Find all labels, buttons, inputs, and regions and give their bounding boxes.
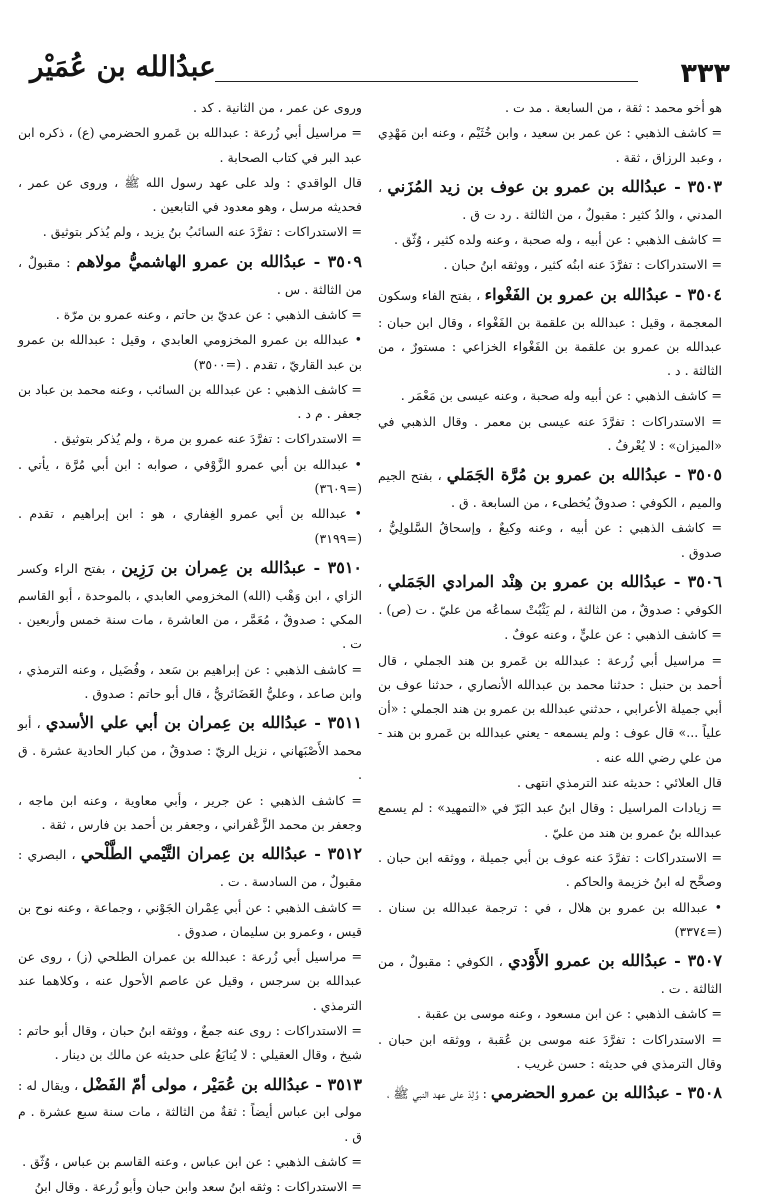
entry-paragraph xyxy=(378,280,722,384)
entry-paragraph xyxy=(18,839,362,894)
entry-text: = كاشف الذهبي : عن أبي عِمْران الجَوْني ، وجماعة ، وعنه نوح بن قيس ، وعمرو بن سليمان ، صدوق . xyxy=(18,899,362,939)
entry-text: = كاشف الذهبي : عن ابن عباس ، وعنه القاسم بن عباس ، وُثّق . xyxy=(22,1154,362,1170)
note-paragraph xyxy=(18,378,362,427)
entry-heading: ٣٥٠٨ - عبدُالله بن عمرو الحضرمي xyxy=(490,1083,722,1103)
note-paragraph xyxy=(18,427,362,451)
note-paragraph xyxy=(18,1175,362,1199)
entry-paragraph xyxy=(378,946,722,1001)
entry-text: : مقبولٌ ، من الثالثة . س . xyxy=(18,254,362,297)
note-paragraph xyxy=(18,328,362,377)
running-title: عبدُالله بن عُمَيْر xyxy=(30,50,216,83)
entry-text: = الاستدراكات : تفرَّدَ عنه موسى بن عُقبة ، ووثقه ابن حبان . وقال الترمذي في حديثه : حسن غريب . xyxy=(378,1031,722,1071)
note-paragraph xyxy=(18,453,362,502)
entry-text: = كاشف الذهبي : عن ابن مسعود ، وعنه موسى بن عقبة . xyxy=(416,1006,722,1022)
entry-text: قال العلائي : حديثه عند الترمذي انتهى . xyxy=(517,775,722,791)
note-paragraph xyxy=(18,502,362,551)
entry-text: ، ويقال له : مولى ابن عباس أيضاً : ثقةٌ من الثالثة ، مات سنة سبع عشرة . م ق . xyxy=(18,1077,362,1144)
entry-heading: ٣٥١١ - عبدُالله بن عِمران بن أبي علي الأسدي xyxy=(45,713,362,733)
note-paragraph xyxy=(18,789,362,838)
entry-heading: ٣٥٠٥ - عبدُالله بن عمرو بن مُرَّة الجَمَلي xyxy=(446,465,722,485)
page-number: ٣٣٣ xyxy=(680,58,730,89)
entry-text: = مراسيل أبي زُرعة : عبدالله بن عَمرو بن هند الجملي ، قال أحمد بن حنبل : حدثنا محمد بن عبدالله الأنصاري ، حدثنا عوف بن أبي جميلة الأعرابي ، حدثني عبدالله بن عمرو بن هند الجملي : «أن علياً ...» قال عوف : ولم يسمعه - يعني عبدالله بن عَمرو بن هند - من علي رضي الله عنه . xyxy=(378,652,722,765)
entry-text: هو أخو محمد : ثقة ، من السابعة . مد ت . xyxy=(505,100,722,115)
note-paragraph xyxy=(378,771,722,795)
note-paragraph xyxy=(378,384,722,408)
entry-heading: ٣٥١٠ - عبدُالله بن عِمران بن رَزِين xyxy=(121,557,362,577)
note-paragraph xyxy=(18,303,362,327)
note-paragraph xyxy=(378,1002,722,1026)
note-paragraph xyxy=(378,410,722,459)
header-rule xyxy=(215,81,638,82)
entry-text: = زيادات المراسيل : وقال ابنُ عبد البَرّ في «التمهيد» : لم يسمع عبدالله بنُ عمرو بن هند من عليّ . xyxy=(378,800,722,840)
entry-text: = كاشف الذهبي : عن أبيه ، وله صحبة ، وعنه ولده كثير ، وُثّق . xyxy=(394,232,722,248)
entry-heading: ٣٥٠٦ - عبدُالله بن عمرو بن هِنْد المرادي الجَمَلي xyxy=(387,572,722,592)
note-paragraph xyxy=(378,516,722,565)
entry-text: = الاستدراكات : تفرَّدَ عنه عيسى بن معمر . وقال الذهبي في «الميزان» : لا يُعْرفُ . xyxy=(378,413,722,454)
entry-text: = الاستدراكات : تفرَّدَ عنه عوف بن أبي جميلة ، ووثقه ابن حبان . وصحَّح له ابنُ خزيمة والحاكم . xyxy=(378,849,722,890)
entry-text: = كاشف الذهبي : عن عليٍّ ، وعنه عوفٌ . xyxy=(504,627,722,643)
entry-paragraph xyxy=(18,708,362,787)
note-paragraph xyxy=(378,1028,722,1077)
left-column xyxy=(18,96,362,1195)
note-paragraph xyxy=(378,623,722,647)
note-paragraph xyxy=(18,220,362,244)
entry-text: = كاشف الذهبي : عن جرير ، وأبي معاوية ، وعنه ابن ماجه ، وجعفر بن محمد الزَّعْفراني ، وجعفر بن أحمد بن فارس ، ثقة . xyxy=(18,792,362,833)
entry-heading: ٣٥٠٤ - عبدُالله بن عمرو بن الفَغْواء xyxy=(484,284,722,304)
entry-text: = كاشف الذهبي : عن عمر بن سعيد ، وابن خُثَيْم ، وعنه ابن مَهْدِي ، وعبد الرزاق ، ثقة . xyxy=(378,125,722,165)
entry-text: : وُلِدَ على عهد النبي ﷺ ، xyxy=(387,1086,487,1102)
note-paragraph xyxy=(378,96,722,120)
note-paragraph xyxy=(378,121,722,170)
entry-paragraph xyxy=(18,1070,362,1149)
entry-text: = الاستدراكات : تفرَّدَ عنه ابنُه كثير ، ووثقه ابنُ حبان . xyxy=(443,257,722,273)
entry-heading: ٣٥٠٩ - عبدُالله بن عمرو الهاشميُّ مولاهم xyxy=(76,251,362,271)
note-paragraph xyxy=(18,1019,362,1068)
entry-text: ، أبو محمد الأَصْبَهاني ، نزيل الريّ : صدوقٌ ، من كبار الحادية عشرة . ق . xyxy=(18,716,362,783)
right-column xyxy=(378,96,722,1103)
entry-paragraph xyxy=(378,567,722,622)
entry-heading: ٣٥١٣ - عبدُالله بن عُمَيْر ، مولى أمّ الفَضْل xyxy=(82,1074,362,1094)
entry-text: ، البصري : مقبولٌ ، من السادسة . ت . xyxy=(18,847,362,890)
entry-text: ، الكوفي : صدوقٌ ، من الثالثة ، لم يَثْبُتْ سماعُه من عليّ . ت (ص) . xyxy=(378,575,722,617)
note-paragraph xyxy=(378,796,722,845)
entry-text: = الاستدراكات : تفرَّدَ عنه عمرو بن مرة ، ولم يُذكر بتوثيق . xyxy=(53,431,362,447)
entry-text: • عبدالله بن عمرو بن هلال ، في : ترجمة عبدالله بن سنان . (=٣٣٧٤) xyxy=(378,899,722,939)
entry-text: • عبدالله بن عمرو المخزومي العابدي ، وقيل : عبدالله بن عمرو بن عبد القاريّ ، تقدم . (=٣٥٠٠) xyxy=(18,332,362,372)
entry-text: ، المدني ، والدُ كثير : مقبولٌ ، من الثالثة . رد ت ق . xyxy=(378,179,722,222)
note-paragraph xyxy=(378,846,722,895)
note-paragraph xyxy=(378,896,722,945)
entry-text: قال الواقدي : ولد على عهد رسول الله ﷺ ، وروى عن عمر ، فحديثه مرسل ، وهو معدود في التابعين . xyxy=(18,174,362,215)
note-paragraph xyxy=(18,896,362,945)
entry-text: • عبدالله بن أبي عمرو الزَّوْفي ، صوابه : ابن أبي مُرَّة ، يأتي . (=٣٦٠٩) xyxy=(18,456,362,497)
entry-text: وروى عن عمر ، من الثانية . كد . xyxy=(192,100,362,115)
note-paragraph xyxy=(18,121,362,170)
note-paragraph xyxy=(18,658,362,707)
entry-text: = كاشف الذهبي : عن أبيه وله صحبة ، وعنه عيسى بن مَعْمَر . xyxy=(400,388,722,404)
entry-text: = كاشف الذهبي : عن إبراهيم بن سَعد ، وفُضَيل ، وعنه الترمذي ، وابن صاعد ، وعليُّ الغَضَائريُّ ، قال أبو حاتم : صدوق . xyxy=(18,661,362,701)
entry-heading: ٣٥١٢ - عبدُالله بن عِمران التَّيْمي الطَّلْحي xyxy=(80,844,362,864)
note-paragraph xyxy=(378,649,722,770)
entry-text: = الاستدراكات : روى عنه جمعٌ ، ووثقه ابنُ حبان ، وقال أبو حاتم : شيخ ، وقال العقيلي : لا يُتابَعُ على حديثه عن مالك بن دينار . xyxy=(18,1023,362,1063)
note-paragraph xyxy=(18,1150,362,1174)
entry-paragraph xyxy=(18,247,362,302)
note-paragraph xyxy=(378,228,722,252)
entry-text: = الاستدراكات : تفرَّدَ عنه السائبُ بنُ يزيد ، ولم يُذكر بتوثيق . xyxy=(42,224,362,240)
entry-text: = كاشف الذهبي : عن عديّ بن حاتم ، وعنه عمرو بن مرّة . xyxy=(55,306,362,322)
entry-text: = الاستدراكات : وثقه ابنُ سعد وابن حبان وأبو زُرعة . وقال ابنُ xyxy=(34,1179,362,1195)
entry-text: • عبدالله بن أبي عمرو الغِفاري ، هو : ابن إبراهيم ، تقدم . (=٣١٩٩) xyxy=(18,506,362,546)
entry-text: ، بفتح الفاء وسكون المعجمة ، وقيل : عبدالله بن علقمة بن الفَغْواء ، وقال ابن حبان : عبدالله بن عمرو بن علقمة بن الفَغْواء الخزاعي : مستورٌ ، من الثالثة . د . xyxy=(378,287,722,379)
note-paragraph xyxy=(18,945,362,1018)
note-paragraph xyxy=(378,253,722,277)
entry-text: = كاشف الذهبي : عن أبيه ، وعنه وكيعٌ ، وإسحاقُ السَّلولِيُّ ، صدوق . xyxy=(378,520,722,560)
page-header xyxy=(30,50,730,100)
entry-text: ، بفتح الجيم والميم ، الكوفي : صدوقٌ يُخطىء ، من السابعة . ق . xyxy=(378,468,722,511)
entry-heading: ٣٥٠٧ - عبدُالله بن عمرو الأَوْدي xyxy=(508,951,722,971)
entry-text: = مراسيل أبي زُرعة : عبدالله بن عمران الطلحي (ز) ، روى عن عبدالله بن سرجس ، وقيل عن عاصم الأحول عنه ، وكلاهما عند الترمذي . xyxy=(18,949,362,1013)
entry-paragraph xyxy=(378,460,722,515)
entry-paragraph xyxy=(18,553,362,657)
entry-text: = كاشف الذهبي : عن عبدالله بن السائب ، وعنه محمد بن عباد بن جعفر . م د . xyxy=(18,381,362,422)
entry-text: ، بفتح الراء وكسر الزاي ، ابن وَهْب (الله) المخزومي العابدي ، بالموحدة ، أبو القاسم المكي : صدوقٌ ، مُعَمَّر ، من العاشرة ، مات سنة خمس وأربعين . ت . xyxy=(18,560,362,652)
entry-text: = مراسيل أبي زُرعة : عبدالله بن عَمرو الحضرمي (ع) ، ذكره ابن عبد البر في كتاب الصحابة . xyxy=(18,125,362,165)
entry-paragraph xyxy=(378,172,722,227)
note-paragraph xyxy=(18,96,362,120)
entry-paragraph xyxy=(378,1078,722,1109)
entry-heading: ٣٥٠٣ - عبدُالله بن عمرو بن عوف بن زيد المُزَني xyxy=(387,176,722,196)
note-paragraph xyxy=(18,171,362,220)
entry-text: ، الكوفي : مقبولٌ ، من الثالثة . ت . xyxy=(378,954,722,996)
